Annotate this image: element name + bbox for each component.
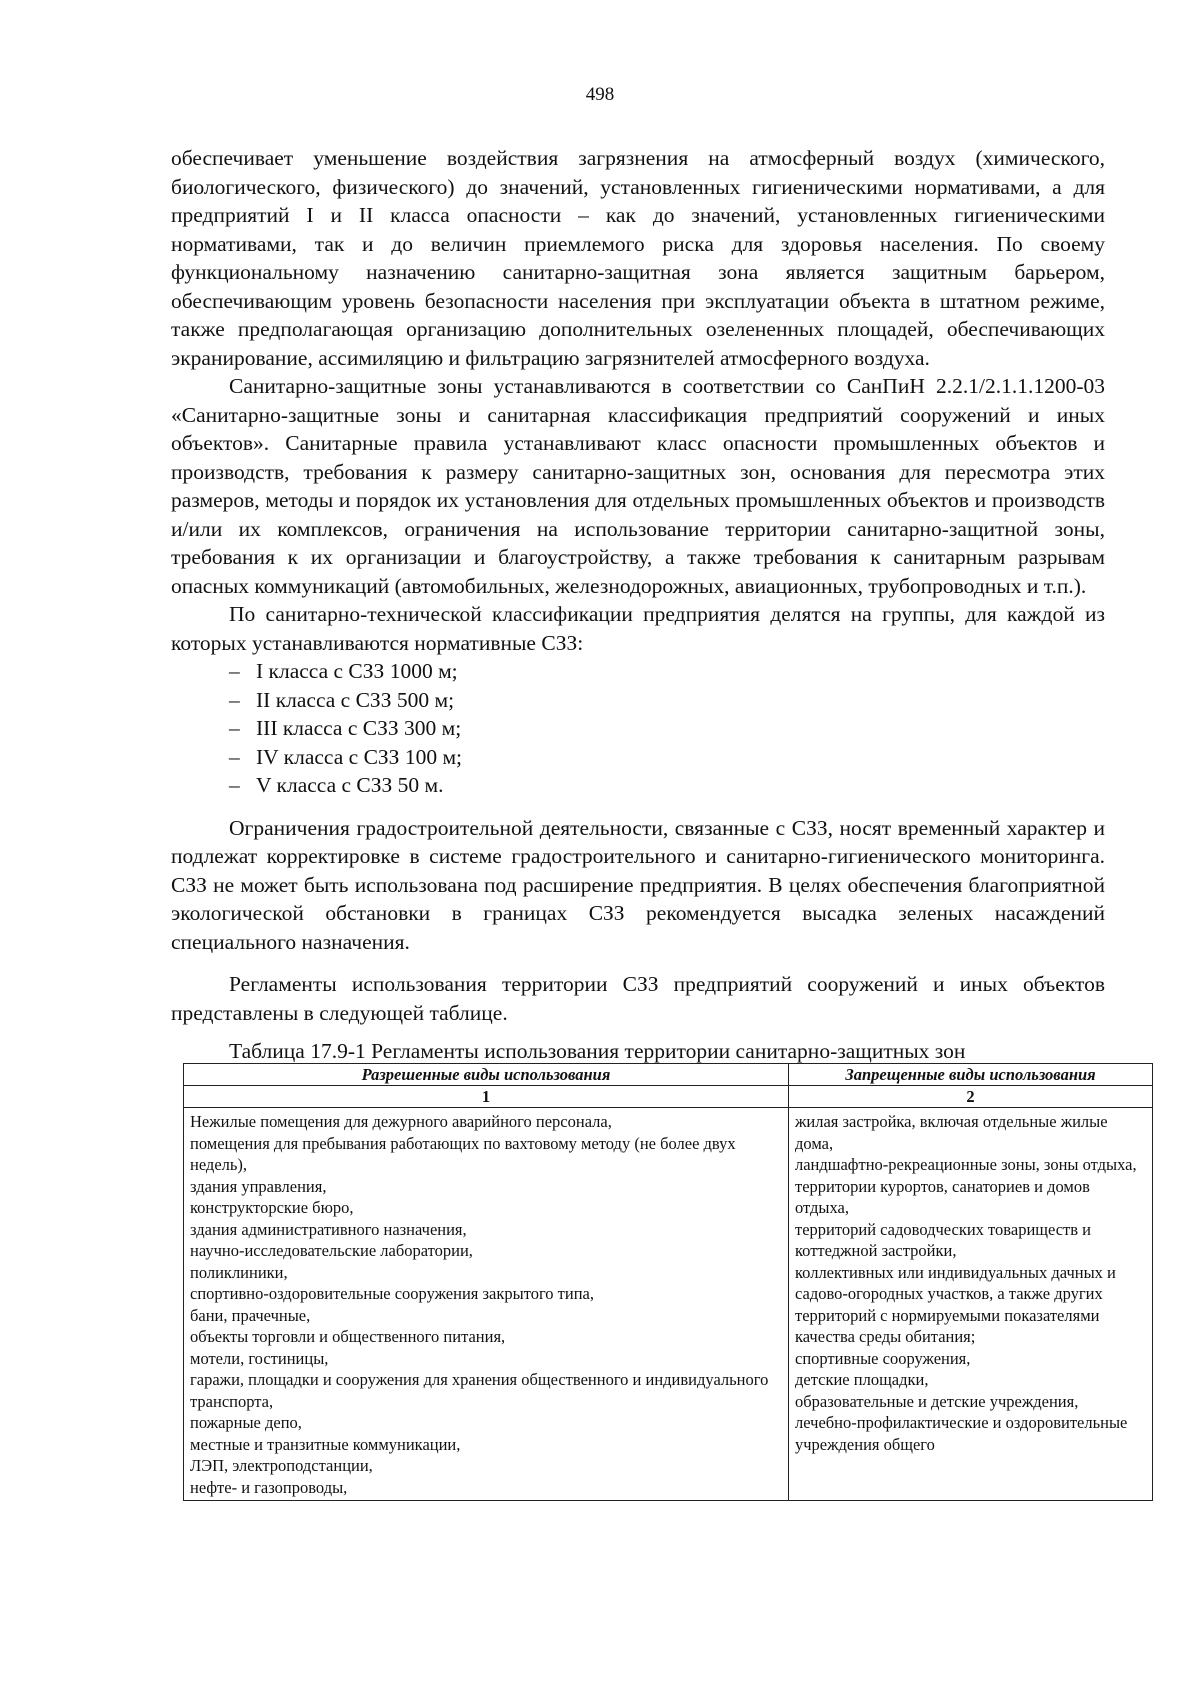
prohibited-use-item: ландшафтно-рекреационные зоны, зоны отдыха,: [795, 1155, 1137, 1174]
list-item-text: IV класса с СЗЗ 100 м;: [256, 744, 463, 769]
prohibited-use-item: детские площадки,: [795, 1370, 929, 1389]
allowed-use-item: гаражи, площадки и сооружения для хранения общественного и индивидуального транспорта,: [190, 1370, 769, 1411]
prohibited-use-item: образовательные и детские учреждения,: [795, 1391, 1079, 1411]
allowed-use-item: помещения для пребывания работающих по вахтовому методу (не более двух недель),: [190, 1133, 736, 1174]
allowed-use-item: поликлиники,: [190, 1262, 288, 1282]
document-body: [171, 144, 1137, 1501]
prohibited-use-item: лечебно-профилактические и оздоровительные учреждения общего: [795, 1413, 1128, 1454]
list-dash: –: [229, 687, 240, 712]
list-dash: –: [229, 773, 240, 797]
allowed-use-item: здания административного назначения,: [190, 1219, 467, 1239]
allowed-use-item: ЛЭП, электроподстанции,: [190, 1456, 373, 1475]
allowed-use-item: конструкторские бюро,: [190, 1198, 354, 1217]
list-item-text: III класса с СЗЗ 300 м;: [256, 716, 462, 740]
list-item-text: V класса с СЗЗ 50 м.: [256, 773, 444, 797]
list-dash: –: [229, 744, 240, 769]
allowed-use-item: здания управления,: [190, 1176, 327, 1196]
table-header-row: [184, 1064, 1153, 1086]
allowed-use-item: нефте- и газопроводы,: [190, 1477, 348, 1497]
allowed-use-item: спортивно-оздоровительные сооружения закрытого типа,: [190, 1284, 594, 1303]
list-item-text: II класса с СЗЗ 500 м;: [256, 687, 455, 712]
table-row: [184, 1108, 1153, 1501]
list-item: [171, 771, 1105, 800]
allowed-use-item: объекты торговли и общественного питания,: [190, 1327, 506, 1346]
prohibited-use-item: территорий садоводческих товариществ и коттеджной застройки,: [795, 1219, 1092, 1260]
regulations-table: [183, 1063, 1153, 1501]
list-dash: –: [229, 716, 240, 740]
table-column-number-row: [184, 1086, 1153, 1108]
paragraph-restrictions: Ограничения градостроительной деятельности, связанные с СЗЗ, носят временный характер и подлежат корректировке в системе градостроительного и санитарно-гигиенического мониторинга. СЗЗ не может быть использована под расширение предприятия. В целях обеспечения благоприятной экологической обстановки в границах СЗЗ рекомендуется высадка зеленых насаждений специального назначения.: [171, 815, 1105, 954]
allowed-use-item: научно-исследовательские лаборатории,: [190, 1241, 473, 1260]
hazard-class-list: [171, 657, 1105, 800]
paragraph-szz-purpose: обеспечивает уменьшение воздействия загрязнения на атмосферный воздух (химического, биологического, физического) до значений, установленных гигиеническими нормативами, а для предприятий I и II класса опасности – как до значений, установленных гигиеническими нормативами, так и до величин приемлемого риска для здоровья населения. По своему функциональному назначению санитарно-защитная зона является защитным барьером, обеспечивающим уровень безопасности населения при эксплуатации объекта в штатном режиме, также предполагающая организацию дополнительных озелененных площадей, обеспечивающих экранирование, ассимиляцию и фильтрацию загрязнителей атмосферного воздуха.: [171, 146, 1105, 370]
list-item: [171, 743, 1105, 772]
spacer: [171, 956, 1105, 970]
paragraph-classification: По санитарно-технической классификации предприятия делятся на группы, для каждой из которых устанавливаются нормативные СЗЗ:: [171, 602, 1105, 655]
column-number: 2: [789, 1086, 1153, 1108]
list-item: [171, 686, 1105, 715]
header-allowed: Разрешенные виды использования: [184, 1064, 789, 1086]
prohibited-uses-cell: [789, 1108, 1153, 1501]
allowed-use-item: местные и транзитные коммуникации,: [190, 1434, 461, 1454]
paragraph-table-intro: Регламенты использования территории СЗЗ предприятий сооружений и иных объектов представлены в следующей таблице.: [171, 972, 1105, 1025]
prohibited-use-item: жилая застройка, включая отдельные жилые дома,: [795, 1112, 1108, 1153]
list-item: [171, 714, 1105, 743]
list-item-text: I класса с СЗЗ 1000 м;: [256, 659, 458, 683]
allowed-use-item: пожарные депо,: [190, 1413, 302, 1432]
list-dash: –: [229, 659, 240, 683]
allowed-use-item: Нежилые помещения для дежурного аварийного персонала,: [190, 1112, 612, 1131]
page-number: 498: [585, 84, 615, 105]
prohibited-use-item: территории курортов, санаториев и домов отдыха,: [795, 1176, 1090, 1217]
header-prohibited: Запрещенные виды использования: [789, 1064, 1153, 1086]
allowed-uses-cell: [184, 1108, 789, 1501]
prohibited-use-item: коллективных или индивидуальных дачных и садово-огородных участков, а также других территорий с нормируемыми показателями качества среды обитания;: [795, 1262, 1116, 1346]
list-item: [171, 657, 1105, 686]
spacer: [171, 800, 1105, 814]
column-number: 1: [184, 1086, 789, 1108]
prohibited-use-item: спортивные сооружения,: [795, 1348, 971, 1368]
table-caption: Таблица 17.9-1 Регламенты использования территории санитарно-защитных зон: [229, 1039, 966, 1063]
allowed-use-item: мотели, гостиницы,: [190, 1348, 329, 1368]
paragraph-sanpin: Санитарно-защитные зоны устанавливаются в соответствии со СанПиН 2.2.1/2.1.1.1200-03 «Санитарно-защитные зоны и санитарная классификация предприятий сооружений и иных объектов». Санитарные правила устанавливают класс опасности промышленных объектов и производств, требования к размеру санитарно-защитных зон, основания для пересмотра этих размеров, методы и порядок их установления для отдельных промышленных объектов и производств и/или их комплексов, ограничения на использование территории санитарно-защитной зоны, требования к их организации и благоустройству, а также требования к санитарным разрывам опасных коммуникаций (автомобильных, железнодорожных, авиационных, трубопроводных и т.п.).: [171, 374, 1105, 598]
allowed-use-item: бани, прачечные,: [190, 1305, 311, 1325]
